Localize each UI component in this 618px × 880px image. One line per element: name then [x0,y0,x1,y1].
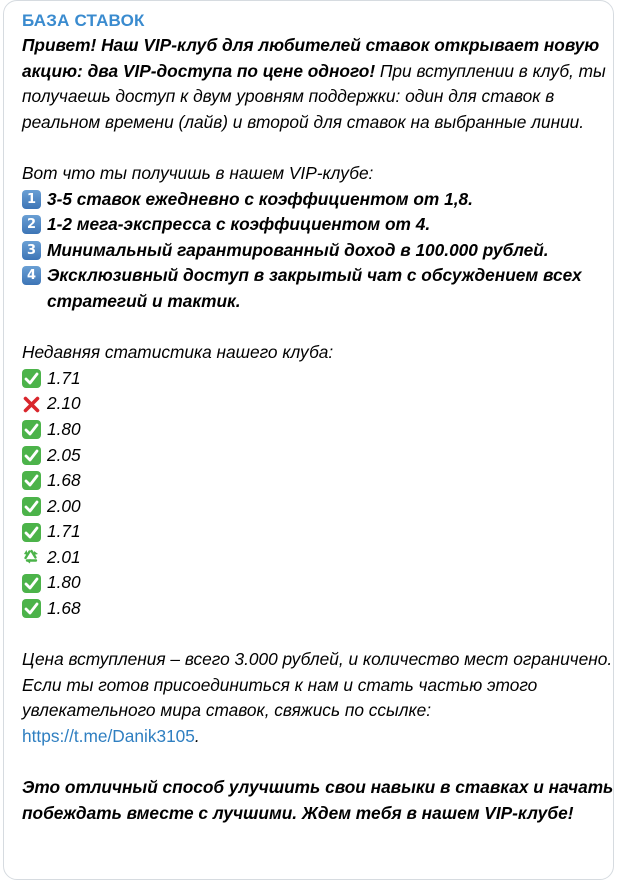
stat-value: 1.80 [47,572,81,593]
stat-value: 2.05 [47,444,81,465]
feature-item [22,212,614,238]
cross-mark-icon [22,395,41,414]
check-mark-icon [22,523,41,542]
message-bubble [3,0,614,880]
check-mark-icon [22,446,41,465]
check-mark-icon [22,369,41,388]
check-mark-icon [22,471,41,490]
stat-row [22,468,614,494]
stats-list [22,366,614,622]
feature-text: 3-5 ставок ежедневно с коэффициентом от 1,8. [47,188,473,209]
stat-row [22,443,614,469]
feature-item [22,263,614,314]
features-list [22,187,614,315]
message-content [22,9,614,826]
features-heading: Вот что ты получишь в нашем VIP-клубе: [22,162,374,183]
feature-text: Эксклюзивный доступ в закрытый чат с обсуждением всех стратегий и тактик. [47,265,582,311]
number-badge-icon: 1 [22,190,41,209]
stat-row [22,570,614,596]
stat-value: 1.71 [47,521,81,542]
feature-item [22,238,614,264]
number-badge-icon: 4 [22,266,41,285]
stat-row [22,391,614,417]
outro-paragraph: Это отличный способ улучшить свои навыки в ставках и начать побеждать вместе с лучшими. Ждем тебя в нашем VIP-клубе! [22,777,614,823]
link-suffix: . [194,726,200,747]
stat-value: 1.68 [47,598,81,619]
check-mark-icon [22,420,41,439]
check-mark-icon [22,599,41,618]
check-mark-icon [22,574,41,593]
sender-name[interactable]: БАЗА СТАВОК [22,11,145,30]
number-badge-icon: 2 [22,215,41,234]
feature-text: 1-2 мега-экспресса с коэффициентом от 4. [47,214,431,235]
stat-row [22,596,614,622]
number-badge-icon: 3 [22,241,41,260]
stat-row [22,494,614,520]
stat-row [22,545,614,571]
stat-value: 1.68 [47,470,81,491]
price-text: Цена вступления – всего 3.000 рублей, и количество мест ограничено. Если ты готов присоединиться к нам и стать частью этого увлекательного мира ставок, свяжись по ссылке: [22,649,613,721]
feature-item [22,187,614,213]
stat-row [22,519,614,545]
intro-paragraph [22,33,614,135]
feature-text: Минимальный гарантированный доход в 100.000 рублей. [47,239,549,260]
recycle-icon [22,548,41,567]
contact-link[interactable]: https://t.me/Danik3105 [22,726,195,747]
stat-value: 1.71 [47,367,81,388]
stat-row [22,366,614,392]
stat-row [22,417,614,443]
stat-value: 1.80 [47,418,81,439]
intro-bold-text: Привет! Наш VIP-клуб для любителей ставок открывает новую акцию: два VIP-доступа по цене одного! [22,35,600,81]
check-mark-icon [22,497,41,516]
price-paragraph [22,647,614,749]
intro-text: При вступлении в клуб, ты получаешь доступ к двум уровням поддержки: один для ставок в реальном времени (лайв) и второй для ставок на выбранные линии. [22,60,606,132]
stats-heading: Недавняя статистика нашего клуба: [22,342,334,363]
stat-value: 2.01 [47,546,81,567]
stat-value: 2.00 [47,495,81,516]
stat-value: 2.10 [47,393,81,414]
